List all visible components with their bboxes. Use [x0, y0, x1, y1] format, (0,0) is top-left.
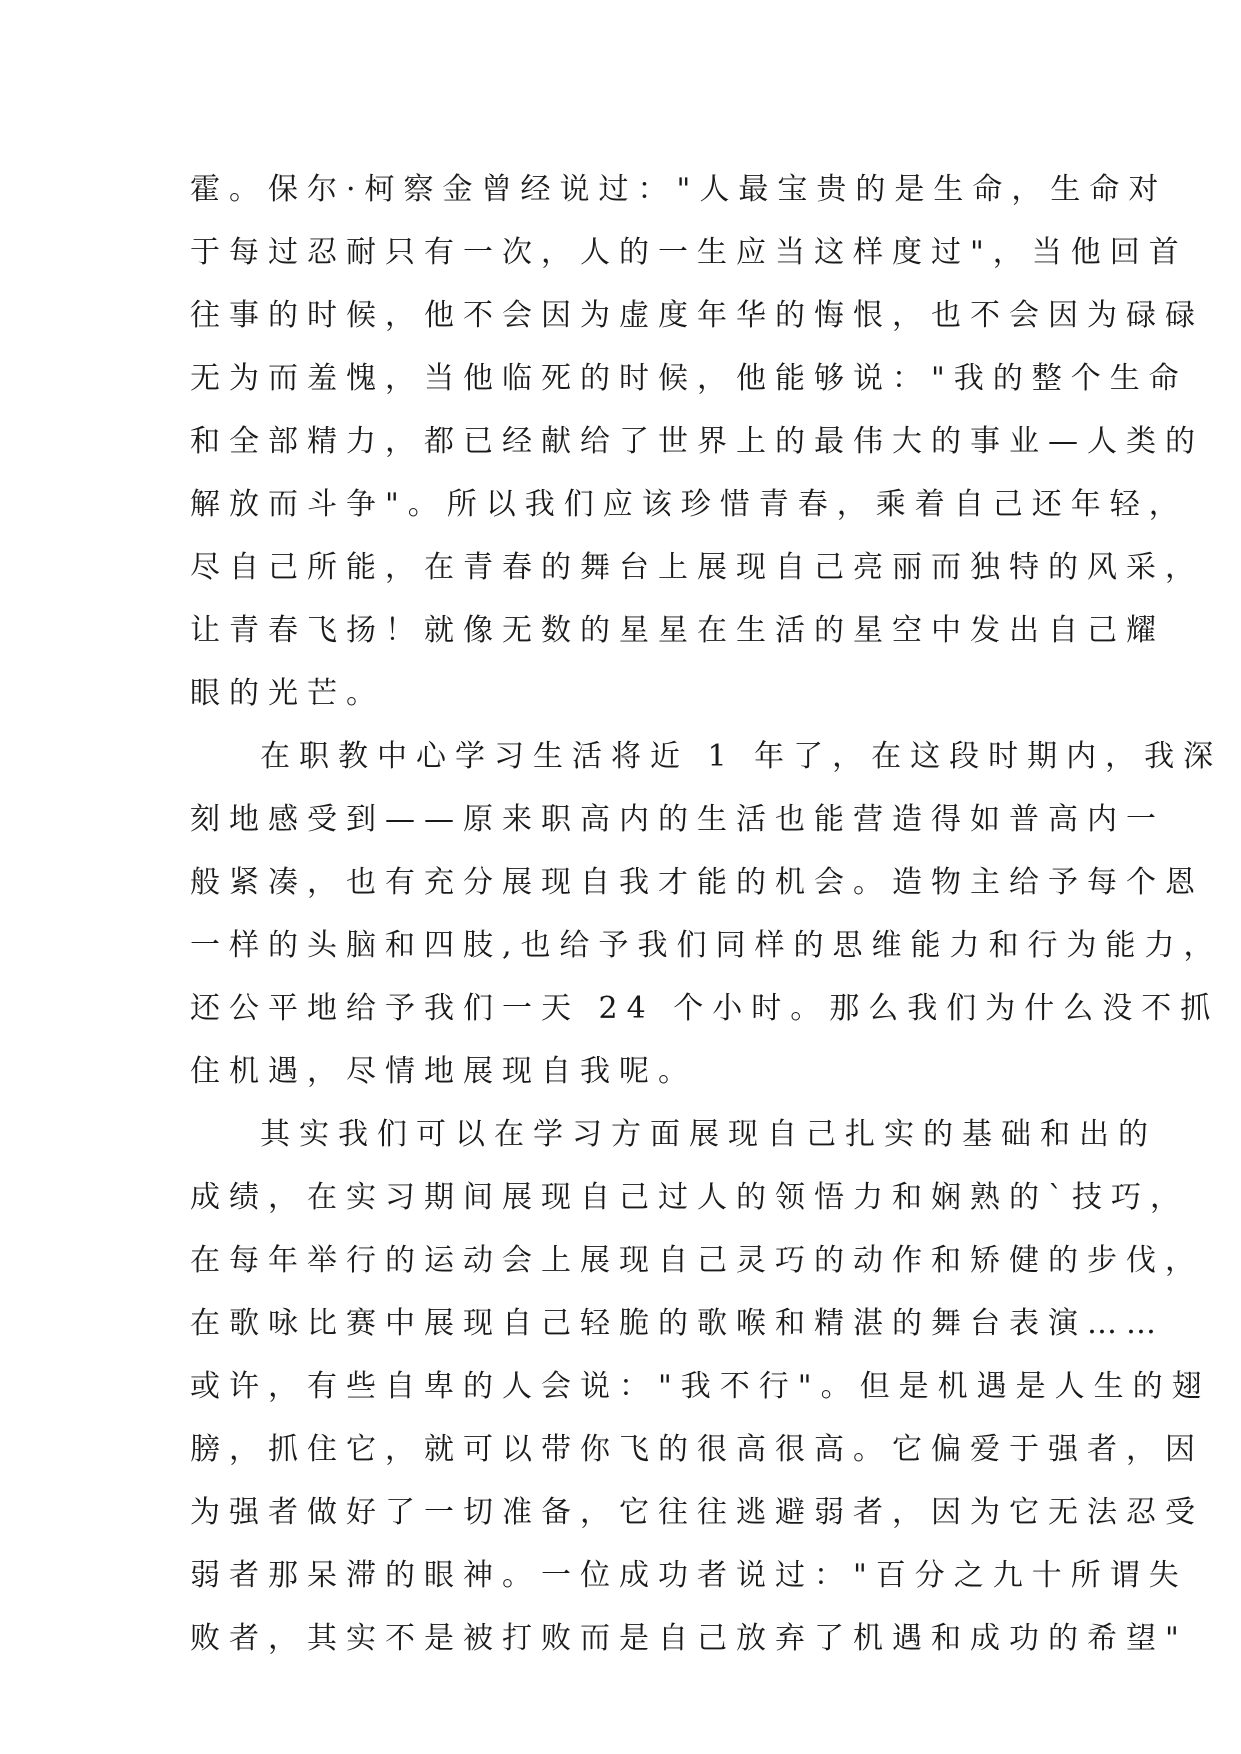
text-line: 弱者那呆滞的眼神。一位成功者说过："百分之九十所谓失 [190, 1558, 1188, 1593]
text-line: 败者，其实不是被打败而是自己放弃了机遇和成功的希望" [190, 1621, 1188, 1656]
text-line: 在歌咏比赛中展现自己轻脆的歌喉和精湛的舞台表演…… [190, 1306, 1165, 1341]
text-line: 在每年举行的运动会上展现自己灵巧的动作和矫健的步伐， [190, 1243, 1204, 1278]
text-line: 让青春飞扬！就像无数的星星在生活的星空中发出自己耀 [190, 613, 1165, 648]
text-line: 尽自己所能，在青春的舞台上展现自己亮丽而独特的风采， [190, 550, 1204, 585]
text-line: 往事的时候，他不会因为虚度年华的悔恨，也不会因为碌碌 [190, 298, 1204, 333]
text-line: 住机遇，尽情地展现自我呢。 [190, 1054, 697, 1089]
document-body [190, 158, 1223, 1670]
text-line: 眼的光芒。 [190, 676, 385, 711]
text-line: 和全部精力，都已经献给了世界上的最伟大的事业—人类的 [190, 424, 1204, 459]
text-line: 解放而斗争"。所以我们应该珍惜青春，乘着自己还年轻， [190, 487, 1188, 522]
text-line: 或许，有些自卑的人会说："我不行"。但是机遇是人生的翅 [190, 1369, 1211, 1404]
text-line: 般紧凑，也有充分展现自我才能的机会。造物主给予每个恩 [190, 865, 1204, 900]
text-line: 霍。保尔·柯察金曾经说过："人最宝贵的是生命，生命对 [190, 172, 1168, 207]
text-line: 还公平地给予我们一天 24 个小时。那么我们为什么没不抓 [190, 991, 1220, 1026]
text-line: 一样的头脑和四肢,也给予我们同样的思维能力和行为能力， [190, 928, 1223, 963]
text-line: 于每过忍耐只有一次，人的一生应当这样度过"，当他回首 [190, 235, 1188, 270]
paragraph-first-line: 在职教中心学习生活将近 1 年了，在这段时期内，我深 [260, 739, 1223, 774]
paragraph-first-line: 其实我们可以在学习方面展现自己扎实的基础和出的 [260, 1117, 1157, 1152]
text-line: 刻地感受到——原来职高内的生活也能营造得如普高内一 [190, 802, 1165, 837]
text-line: 为强者做好了一切准备，它往往逃避弱者，因为它无法忍受 [190, 1495, 1204, 1530]
text-line: 膀，抓住它，就可以带你飞的很高很高。它偏爱于强者，因 [190, 1432, 1204, 1467]
text-line: 无为而羞愧，当他临死的时候，他能够说："我的整个生命 [190, 361, 1188, 396]
text-line: 成绩，在实习期间展现自己过人的领悟力和娴熟的`技巧， [190, 1180, 1189, 1215]
